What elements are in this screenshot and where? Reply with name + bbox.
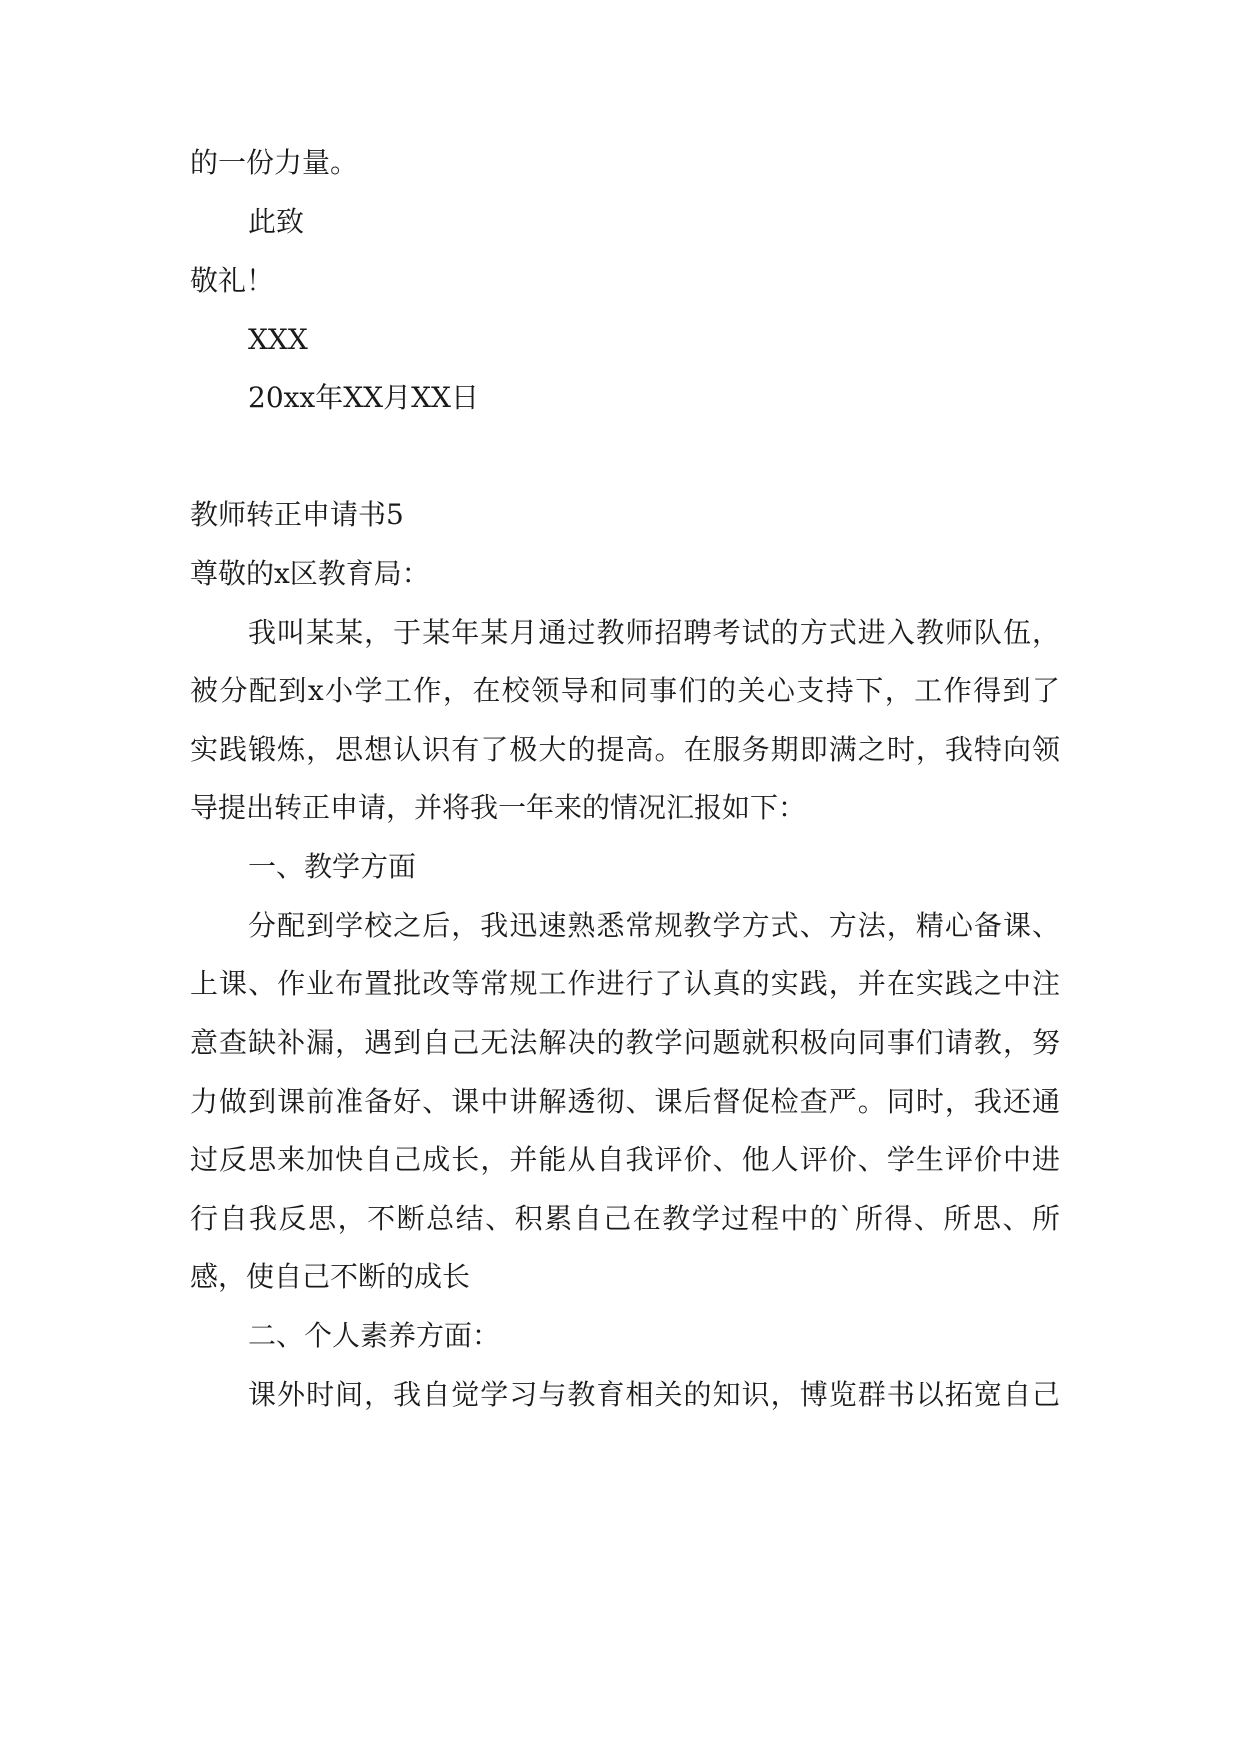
salutation-cizhi: 此致 — [248, 205, 305, 238]
body-line: 实践锻炼，思想认识有了极大的提高。在服务期即满之时，我特向领 — [190, 733, 1060, 766]
body-line: 导提出转正申请，并将我一年来的情况汇报如下： — [190, 791, 807, 824]
signature-name: XXX — [248, 323, 308, 356]
body-line: 行自我反思，不断总结、积累自己在教学过程中的`所得、所思、所 — [190, 1202, 1060, 1235]
body-line: 课外时间，我自觉学习与教育相关的知识，博览群书以拓宽自己 — [248, 1378, 1060, 1411]
signature-date: 20xx年XX月XX日 — [248, 381, 479, 414]
subheading-teaching: 一、教学方面 — [248, 850, 417, 883]
body-line: 我叫某某，于某年某月通过教师招聘考试的方式进入教师队伍， — [248, 616, 1060, 649]
body-line: 上课、作业布置批改等常规工作进行了认真的实践，并在实践之中注 — [190, 967, 1060, 1000]
paragraph-closing-fragment: 的一份力量。 — [190, 146, 359, 179]
body-line: 力做到课前准备好、课中讲解透彻、课后督促检查严。同时，我还通 — [190, 1085, 1060, 1118]
body-line: 过反思来加快自己成长，并能从自我评价、他人评价、学生评价中进 — [190, 1143, 1060, 1176]
body-line: 意查缺补漏，遇到自己无法解决的教学问题就积极向同事们请教，努 — [190, 1026, 1060, 1059]
body-line: 被分配到x小学工作，在校领导和同事们的关心支持下，工作得到了 — [190, 674, 1060, 707]
addressee: 尊敬的x区教育局： — [190, 557, 430, 590]
body-line: 感，使自己不断的成长 — [190, 1260, 471, 1293]
salutation-jingli: 敬礼！ — [190, 264, 275, 297]
subheading-personal: 二、个人素养方面： — [248, 1319, 501, 1352]
body-line: 分配到学校之后，我迅速熟悉常规教学方式、方法，精心备课、 — [248, 909, 1060, 942]
section-title: 教师转正申请书5 — [190, 498, 404, 531]
